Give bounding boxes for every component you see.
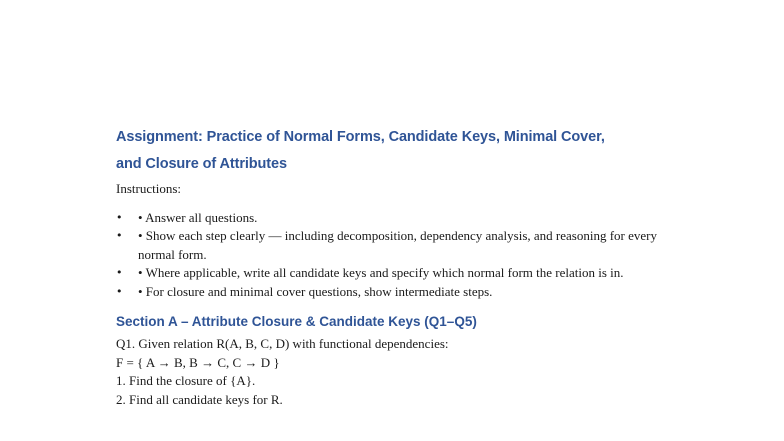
instructions-list [116,209,676,302]
q1-part-1: 1. Find the closure of {A}. [116,373,256,388]
list-item-text: • Where applicable, write all candidate keys and specify which normal form the relation is in. [138,265,624,280]
bullet-icon: • [116,266,123,279]
list-item-text: • Show each step clearly — including decomposition, dependency analysis, and reasoning for every normal form. [138,228,657,262]
list-item-text: • For closure and minimal cover questions, show intermediate steps. [138,283,493,299]
assignment-title [116,124,676,178]
section-a-heading: Section A – Attribute Closure & Candidate Keys (Q1–Q5) [116,314,477,329]
list-item [116,264,676,283]
list-item [116,209,676,228]
instructions-label: Instructions: [116,181,181,196]
q1-dependencies: F = { A → B, B → C, C → D } [116,354,280,370]
question-1 [116,335,676,409]
document-body [116,124,676,409]
bullet-icon: • [116,229,123,242]
bullet-icon: • [116,210,123,224]
q1-part-2: 2. Find all candidate keys for R. [116,391,283,407]
title-line-2: and Closure of Attributes [116,156,287,172]
q1-prompt: Q1. Given relation R(A, B, C, D) with functional dependencies: [116,336,449,351]
list-item-text: • Answer all questions. [138,209,258,225]
list-item [116,227,676,264]
list-item [116,283,676,302]
title-line-1: Assignment: Practice of Normal Forms, Candidate Keys, Minimal Cover, [116,129,605,145]
bullet-icon: • [116,284,123,298]
